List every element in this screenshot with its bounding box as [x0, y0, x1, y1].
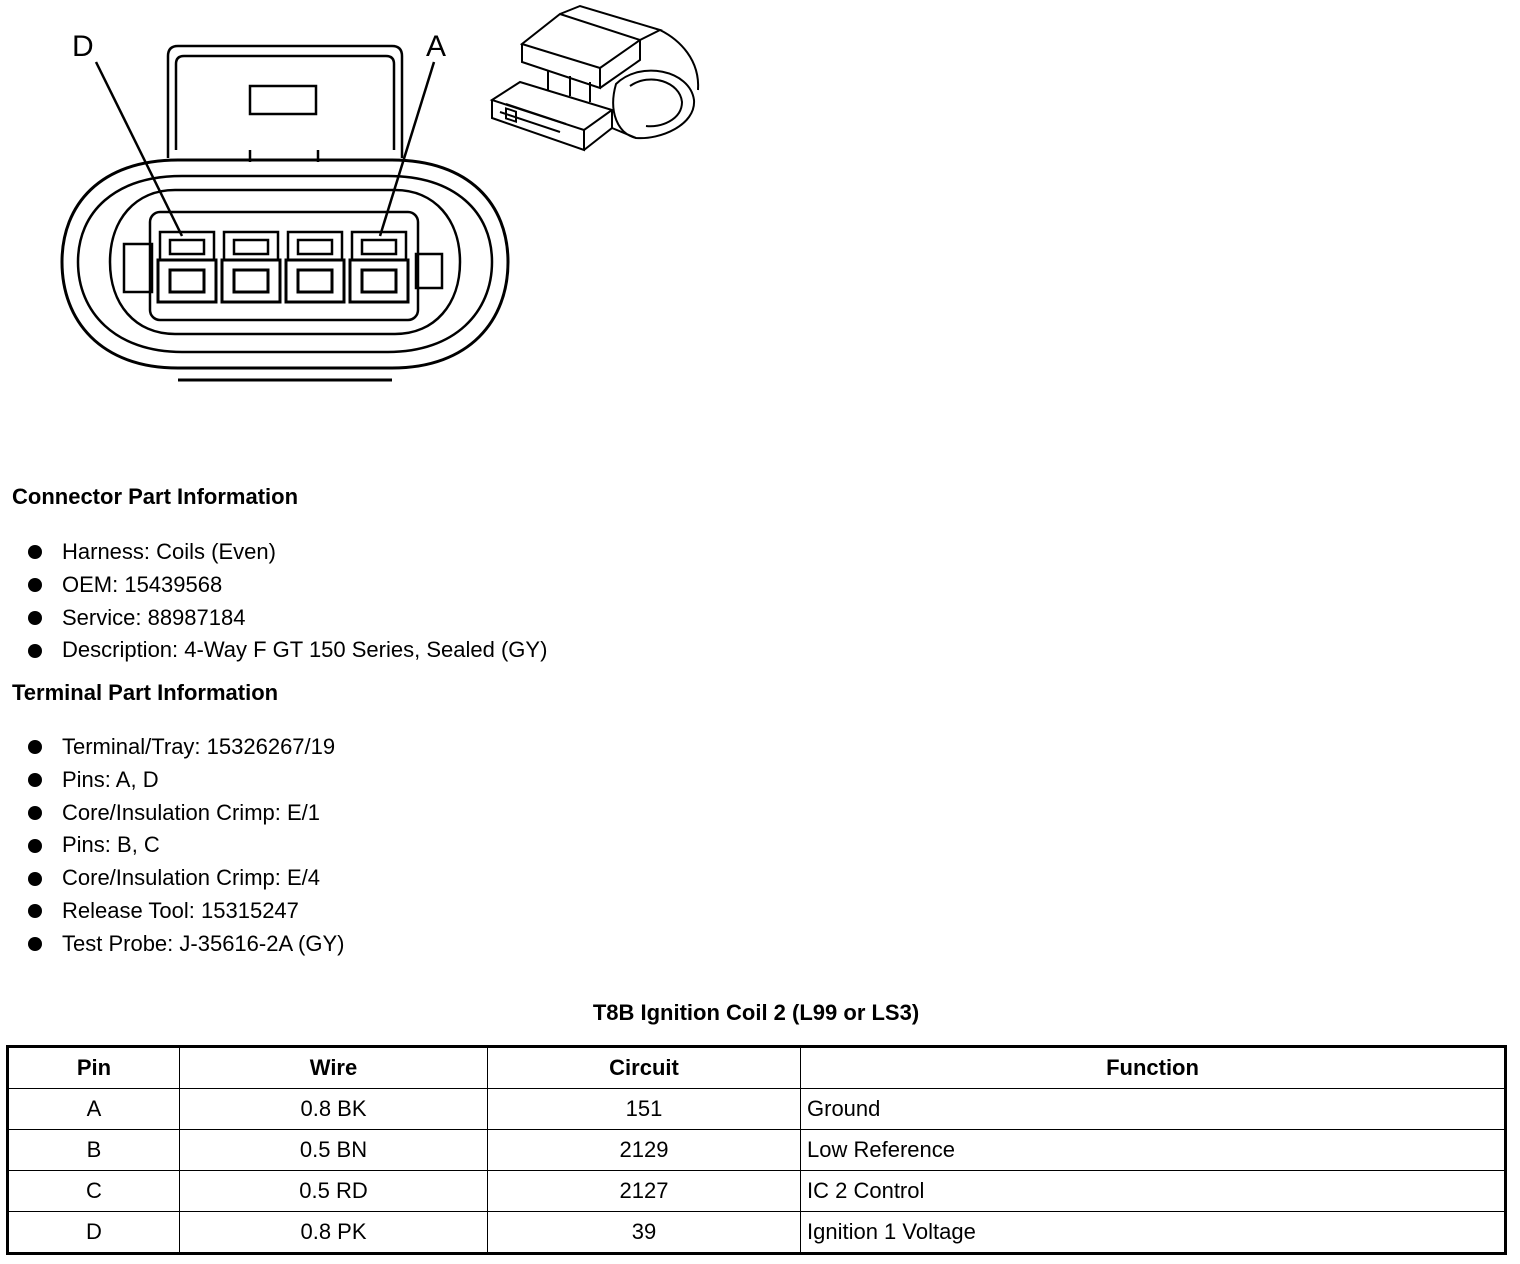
list-item: Test Probe: J-35616-2A (GY) — [28, 928, 344, 961]
cell-pin: B — [8, 1130, 180, 1171]
bullet-icon — [28, 773, 42, 787]
connector-diagram — [0, 0, 760, 420]
list-item: OEM: 15439568 — [28, 569, 547, 602]
cell-pin: A — [8, 1089, 180, 1130]
bullet-icon — [28, 644, 42, 658]
list-item: Release Tool: 15315247 — [28, 895, 344, 928]
column-header-pin: Pin — [8, 1047, 180, 1089]
column-header-function: Function — [801, 1047, 1506, 1089]
pin-a-label: A — [426, 30, 447, 63]
cell-circuit: 151 — [488, 1089, 801, 1130]
terminal-info-list — [28, 731, 344, 961]
cell-circuit: 2129 — [488, 1130, 801, 1171]
bullet-icon — [28, 872, 42, 886]
terminal-info-title: Terminal Part Information — [12, 680, 279, 705]
bullet-icon — [28, 806, 42, 820]
cell-pin: C — [8, 1171, 180, 1212]
bullet-icon — [28, 937, 42, 951]
table-row — [8, 1089, 1506, 1130]
bullet-icon — [28, 578, 42, 592]
cell-function: Ground — [801, 1089, 1506, 1130]
table-header-row — [8, 1047, 1506, 1089]
bullet-icon — [28, 904, 42, 918]
connector-isometric-icon — [492, 6, 698, 150]
list-item: Harness: Coils (Even) — [28, 536, 547, 569]
cell-function: Low Reference — [801, 1130, 1506, 1171]
cell-wire: 0.8 BK — [180, 1089, 488, 1130]
list-item: Service: 88987184 — [28, 602, 547, 635]
list-item: Pins: B, C — [28, 829, 344, 862]
connector-info-title: Connector Part Information — [12, 484, 299, 509]
bullet-icon — [28, 839, 42, 853]
pinout-table — [6, 1045, 1507, 1255]
table-row — [8, 1212, 1506, 1254]
cell-circuit: 2127 — [488, 1171, 801, 1212]
connector-info-list — [28, 536, 547, 667]
list-item: Core/Insulation Crimp: E/4 — [28, 862, 344, 895]
list-item: Pins: A, D — [28, 764, 344, 797]
cell-circuit: 39 — [488, 1212, 801, 1254]
cell-wire: 0.8 PK — [180, 1212, 488, 1254]
table-row — [8, 1171, 1506, 1212]
list-item: Terminal/Tray: 15326267/19 — [28, 731, 344, 764]
pin-d-label: D — [72, 30, 94, 63]
column-header-circuit: Circuit — [488, 1047, 801, 1089]
list-item: Description: 4-Way F GT 150 Series, Sealed (GY) — [28, 634, 547, 667]
bullet-icon — [28, 545, 42, 559]
table-title: T8B Ignition Coil 2 (L99 or LS3) — [592, 1000, 920, 1025]
cell-wire: 0.5 BN — [180, 1130, 488, 1171]
table-row — [8, 1130, 1506, 1171]
list-item: Core/Insulation Crimp: E/1 — [28, 797, 344, 830]
cell-function: IC 2 Control — [801, 1171, 1506, 1212]
column-header-wire: Wire — [180, 1047, 488, 1089]
cell-pin: D — [8, 1212, 180, 1254]
bullet-icon — [28, 740, 42, 754]
cell-function: Ignition 1 Voltage — [801, 1212, 1506, 1254]
cell-wire: 0.5 RD — [180, 1171, 488, 1212]
bullet-icon — [28, 611, 42, 625]
